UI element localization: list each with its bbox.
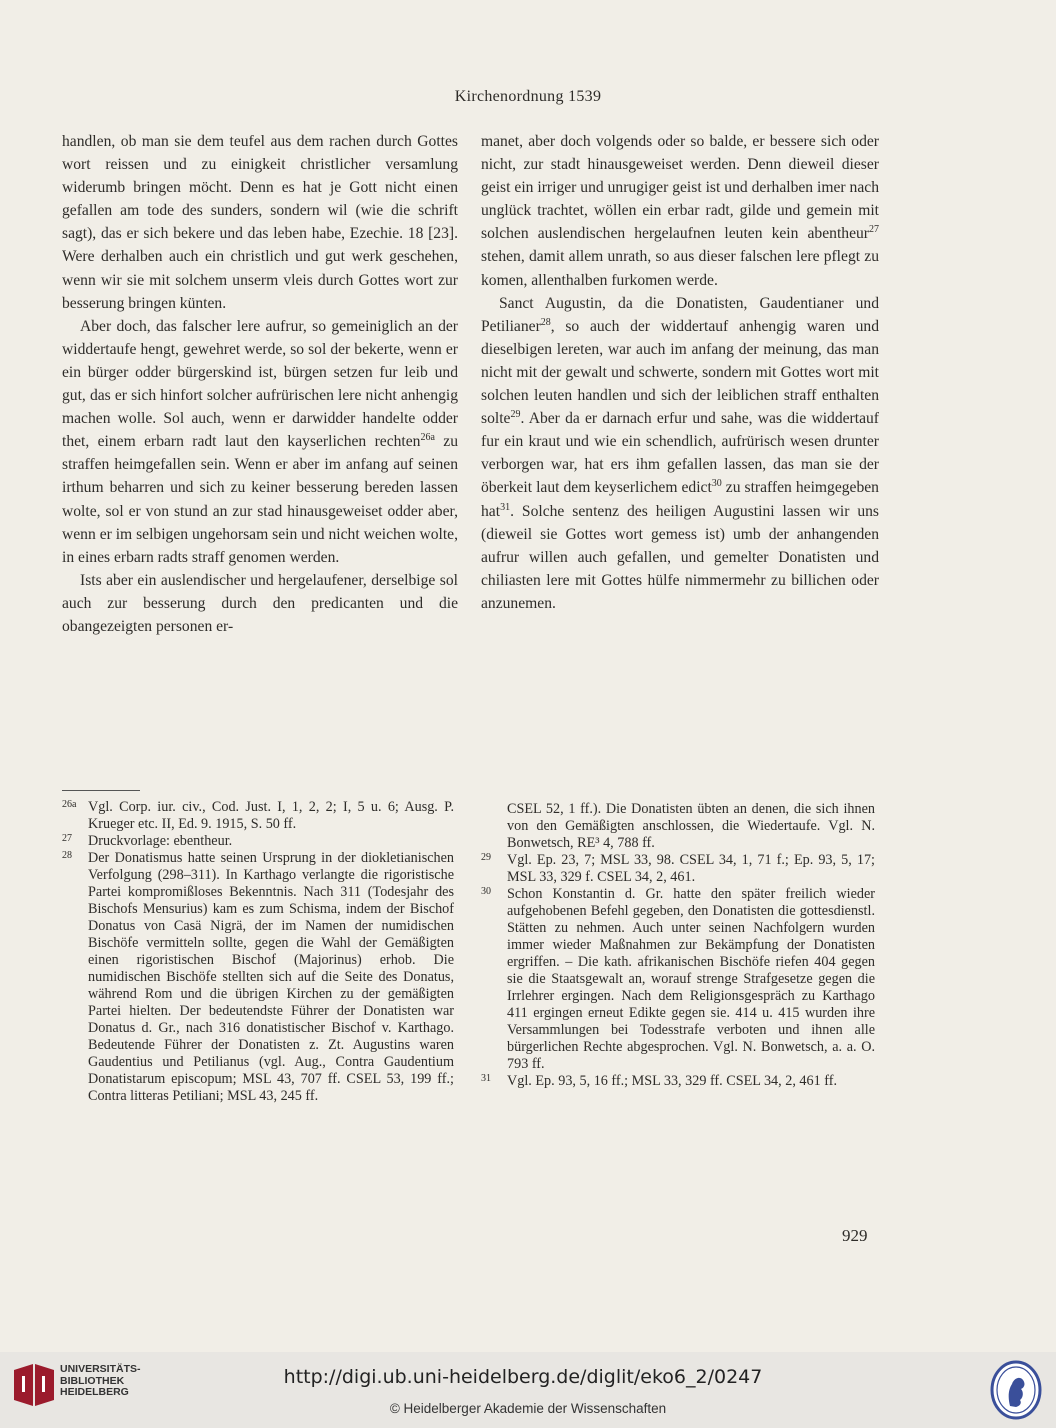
footnote-reference[interactable]: 29 xyxy=(510,408,521,420)
right-text-column xyxy=(481,130,879,615)
library-name[interactable]: UNIVERSITÄTS- BIBLIOTHEK HEIDELBERG xyxy=(60,1363,141,1398)
copyright-notice: © Heidelberger Akademie der Wissenschaften xyxy=(389,1401,667,1416)
footnote-reference[interactable]: 26a xyxy=(420,432,435,444)
footnotes-right xyxy=(481,801,875,1090)
footnote: 30 Schon Konstantin d. Gr. hatte den später freilich wieder aufgehobenen Befehl gegeben, den Donatisten die gottesdienstl. Stätten zu nehmen. Auch unter seinen Nachfolgern wurden immer wieder Maßnahmen zur Bekämpfung der Donatisten ergriffen. – Die kath. afrikanischen Bischöfe riefen 404 gegen sie die Staatsgewalt an, worauf strenge Strafgesetze gegen die Irrlehrer ergingen. Nach dem Religionsgespräch zu Karthago 411 ergingen erneut Edikte gegen sie. 414 u. 415 wurden ihre Versammlungen bei Todesstrafe verboten und ihnen alle bürgerlichen Rechte abgesprochen. Vgl. N. Bonwetsch, a. a. O. 793 ff. xyxy=(481,886,875,1073)
footnote: 27 Druckvorlage: ebentheur. xyxy=(62,833,454,850)
paragraph: Sanct Augustin, da die Donatisten, Gaudentianer und Petilianer$^{28}$, so auch der widdertauf anhengig waren und dieselbigen lereten, war auch im anfang der meinung, das man nicht mit der gewalt und schwerte, sondern mit Gottes wort mit solchen leuten handlen und sich der leiblichen straff enthalten solte$^{29}$. Aber da er darnach erfur und sahe, was die widdertauf fur ein kraut und wie ein schendlich, aufrürisch wesen drunter verborgen war, hat ers ihm gefallen lassen, das man sie der öberkeit laut dem keyserlichem edict$^{30}$ zu straffen heimgegeben hat$^{31}$. Solche sentenz des heiligen Augustini lassen wir uns (dieweil sie Gottes wort gemess ist) umb der anhangenden aufrur willen auch gefallen, und gemelter Donatisten und chiliasten lere mit Gottes hülfe nimmermehr zu billichen oder anzunemen. xyxy=(481,294,879,612)
academy-seal-icon xyxy=(990,1360,1042,1420)
footnote-reference[interactable]: 31 xyxy=(500,501,511,513)
footnote-continuation: CSEL 52, 1 ff.). Die Donatisten übten an denen, die sich ihnen von den Gemäßigten anschlossen, die Wiedertaufe. Vgl. N. Bonwetsch, RE³ 4, 788 ff. xyxy=(507,801,875,851)
paragraph: handlen, ob man sie dem teufel aus dem rachen durch Gottes wort reissen und zu einigkeit christlicher versamlung widerumb bringen möcht. Denn es hat je Gott nicht einen gefallen am tode des sunders, sondern wil (wie die schrift sagt), das er sich bekere und das leben habe, Ezechie. 18 [23]. Were derhalben auch ein christlich und gut werk geschehen, wenn wir sie mit solchem unserm vleis durch Gottes wort zur besserung bringen künten. xyxy=(62,133,458,312)
permalink-url[interactable]: http://digi.ub.uni-heidelberg.de/diglit/eko6_2/0247 xyxy=(283,1366,763,1388)
footnote-number: 31 xyxy=(481,1073,491,1084)
footnote: 31 Vgl. Ep. 93, 5, 16 ff.; MSL 33, 329 ff. CSEL 34, 2, 461 ff. xyxy=(481,1073,875,1090)
viewer-footer xyxy=(0,1352,1056,1428)
footnote-number: 30 xyxy=(481,886,491,897)
footnote-number: 27 xyxy=(62,833,72,844)
page-number: 929 xyxy=(842,1226,868,1245)
footnote: 28 Der Donatismus hatte seinen Ursprung in der diokletianischen Verfolgung (298–311). In Karthago verlangte die rigoristische Partei kompromißloses Bekenntnis. Nach 311 (Todesjahr des Bischofs Mensurius) kam es zum Schisma, indem der Bischof Donatus von Casä Nigrä, der im Namen der numidischen Bischöfe vermitteln sollte, gegen die Wahl der Gemäßigten einen rigoristischen Bischof (Majorinus) erhob. Die numidischen Bischöfe stellten sich auf die Seite des Donatus, während Rom und die übrigen Kirchen zu der gemäßigten Partei hielten. Der bedeutendste Führer der Donatisten war Donatus d. Gr., nach 316 donatistischer Bischof v. Karthago. Bedeutende Führer der Donatisten z. Zt. Augustins waren Gaudentius und Petilianus (vgl. Aug., Contra Gaudentium Donatistarum episcopum; MSL 43, 707 ff. CSEL 53, 199 ff.; Contra litteras Petiliani; MSL 43, 245 ff. xyxy=(62,850,454,1105)
footnote-divider xyxy=(62,790,140,791)
paragraph: Ists aber ein auslendischer und hergelaufener, derselbige sol auch zur besserung durch den predicanten und die obangezeigten personen er- xyxy=(62,571,458,635)
footnote: 26a Vgl. Corp. iur. civ., Cod. Just. I, 1, 2, 2; I, 5 u. 6; Ausg. P. Krueger etc. II, Ed. 9. 1915, S. 50 ff. xyxy=(62,799,454,833)
footnote-number: 26a xyxy=(62,799,77,810)
paragraph: Aber doch, das falscher lere aufrur, so gemeiniglich an der widdertaufe hengt, gewehret werde, so sol der bekerte, wenn er ein bürger odder bürgerskind ist, bürgen setzen fur leib und gut, das er sich hinfort solcher aufrürischen lere nicht anhengig machen wolle. Sol auch, wenn er darwidder handelte odder thet, einem erbarn radt laut den kayserlichen rechten$^{26a}$ zu straffen heimgefallen sein. Wenn er aber im anfang auf seinen irthum beharren und sich zu keiner besserung bereden lassen wolte, sol er von stund an zur stad hinausgeweiset odder aber, wenn er im selbigen ungehorsam sein und nicht weichen wolte, in eines erbarn radts straff genomen werden. xyxy=(62,317,458,566)
footnotes-left xyxy=(62,799,454,1105)
paragraph: manet, aber doch volgends oder so balde, er bessere sich oder nicht, zur stadt hinausgeweiset werden. Denn dieweil dieser geist ein irriger und unrugiger geist ist und derhalben imer nach unglück trachtet, wöllen ein erbar radt, gilde und gemein mit solchen auslendischen hergelaufnen leuten kein abentheur$^{27}$ stehen, damit allem unrath, so aus dieser falschen lere pflegt zu komen, allenthalben furkomen werde. xyxy=(481,133,879,289)
left-text-column xyxy=(62,130,458,638)
footnote: 29 Vgl. Ep. 23, 7; MSL 33, 98. CSEL 34, 1, 71 f.; Ep. 93, 5, 17; MSL 33, 329 f. CSEL 34, 2, 461. xyxy=(481,852,875,886)
footnote-number: 28 xyxy=(62,850,72,861)
footnote-reference[interactable]: 27 xyxy=(869,224,879,236)
footnote-reference[interactable]: 30 xyxy=(711,478,722,490)
running-header: Kirchenordnung 1539 xyxy=(454,88,602,105)
footnote-number: 29 xyxy=(481,852,491,863)
footnote-reference[interactable]: 28 xyxy=(540,316,551,328)
